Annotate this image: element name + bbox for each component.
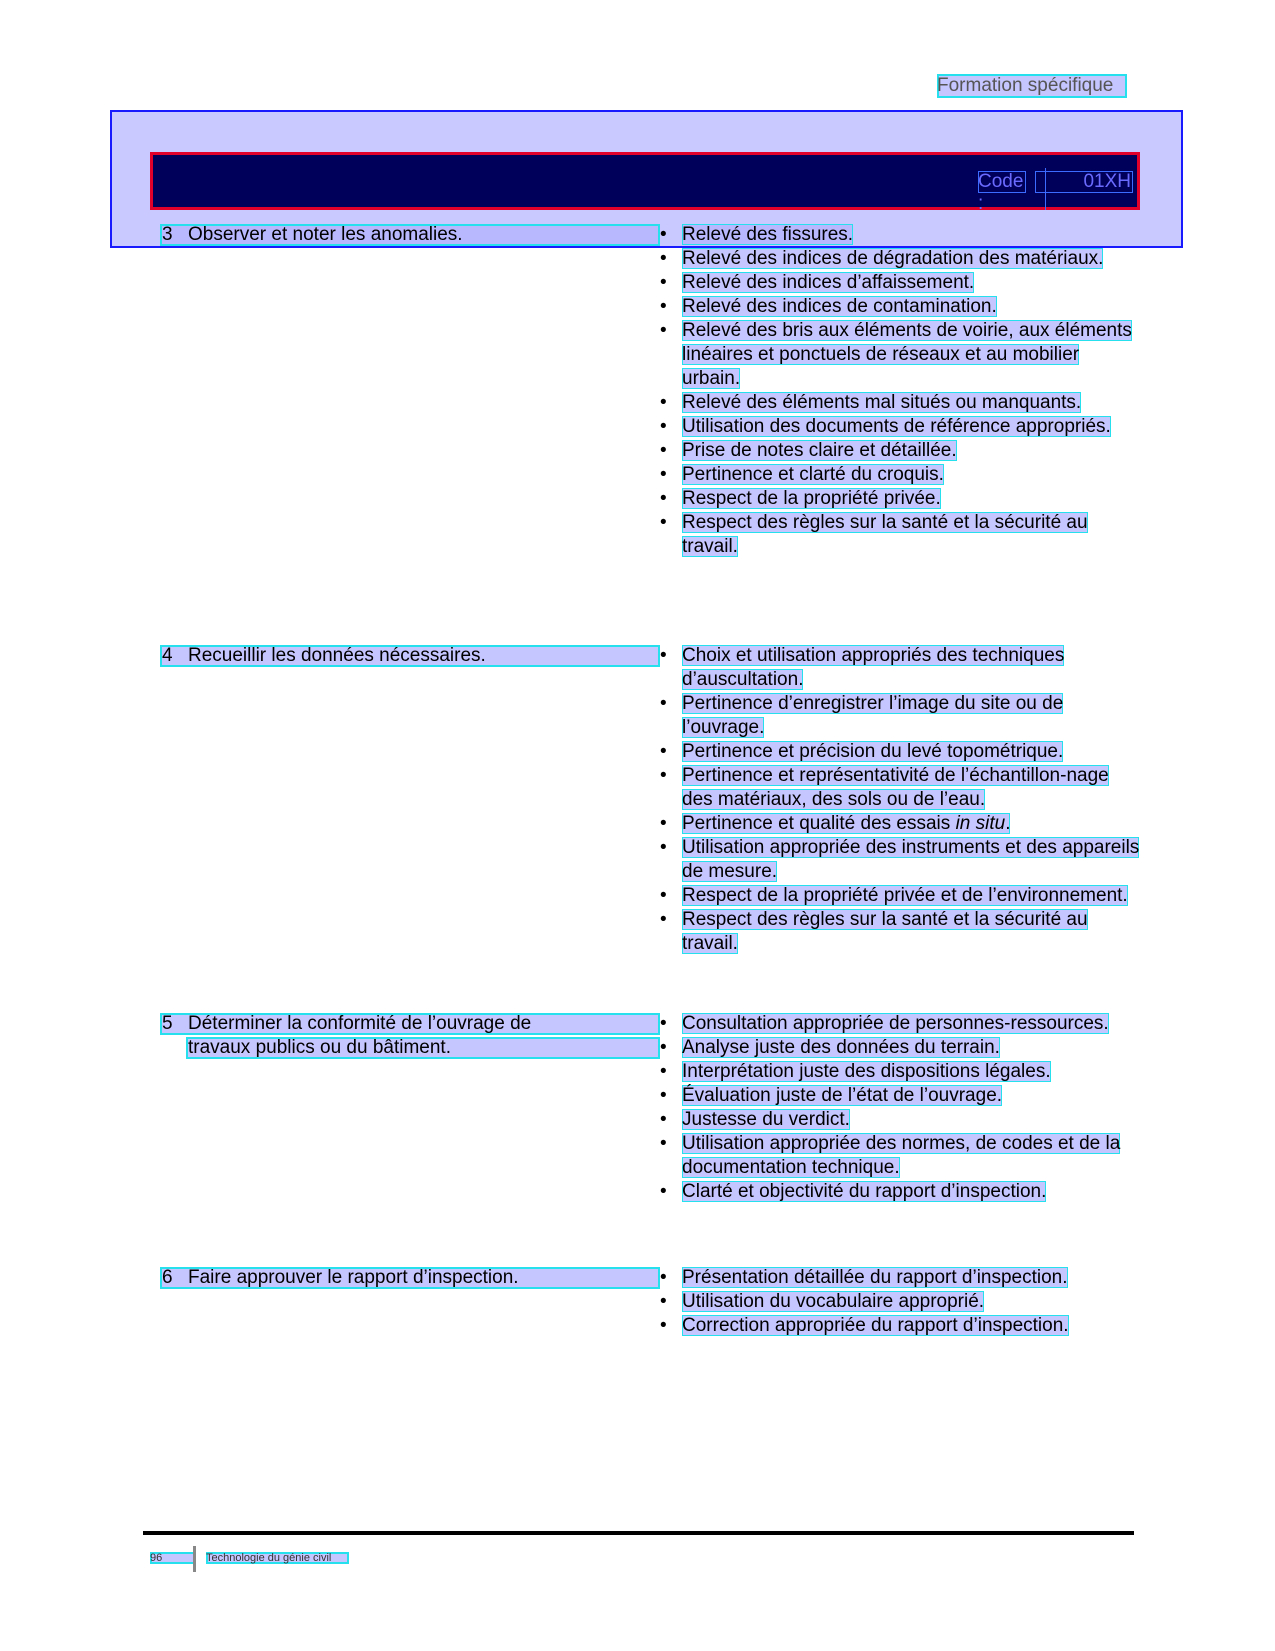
criterion-item: • Présentation détaillée du rapport d’inspection. xyxy=(660,1266,1140,1290)
step-number: 4 xyxy=(162,645,173,666)
criterion-item: • Utilisation appropriée des normes, de codes et de la documentation technique. xyxy=(660,1132,1140,1180)
criterion-item: • Pertinence et clarté du croquis. xyxy=(660,463,1140,487)
criterion-item: • Consultation appropriée de personnes-ressources. xyxy=(660,1012,1140,1036)
section-label: Formation spécifique xyxy=(937,74,1127,98)
criterion-item: • Interprétation juste des dispositions légales. xyxy=(660,1060,1140,1084)
criterion-item: • Respect des règles sur la santé et la sécurité au travail. xyxy=(660,908,1140,956)
footer-rule xyxy=(143,1531,1134,1535)
criteria-list-step-4 xyxy=(660,644,1140,956)
criterion-item: • Évaluation juste de l’état de l’ouvrage. xyxy=(660,1084,1140,1108)
criterion-item: • Relevé des fissures. xyxy=(660,223,1140,247)
criterion-item: • Utilisation appropriée des instruments et des appareils de mesure. xyxy=(660,836,1140,884)
step-label: Faire approuver le rapport d’inspection. xyxy=(188,1267,519,1288)
step-label: Recueillir les données nécessaires. xyxy=(188,645,486,666)
footer-separator xyxy=(193,1546,196,1572)
criterion-item: • Pertinence et représentativité de l’échantillon-nage des matériaux, des sols ou de l’eau. xyxy=(660,764,1140,812)
criterion-item: • Choix et utilisation appropriés des techniques d’auscultation. xyxy=(660,644,1140,692)
criterion-item: • Respect des règles sur la santé et la sécurité au travail. xyxy=(660,511,1140,559)
criterion-item: • Pertinence d’enregistrer l’image du site ou de l’ouvrage. xyxy=(660,692,1140,740)
criterion-item: • Respect de la propriété privée. xyxy=(660,487,1140,511)
italic-term: in situ xyxy=(955,813,1006,834)
page-number: 96 xyxy=(150,1552,195,1564)
criterion-item: • Relevé des bris aux éléments de voirie, aux éléments linéaires et ponctuels de réseaux et au mobilier urbain. xyxy=(660,319,1140,391)
step-number: 3 xyxy=(162,224,173,245)
code-value: 01XH xyxy=(1035,171,1133,193)
criterion-item: • Prise de notes claire et détaillée. xyxy=(660,439,1140,463)
criteria-list-step-3 xyxy=(660,223,1140,559)
criteria-list-step-5 xyxy=(660,1012,1140,1204)
criterion-item: • Clarté et objectivité du rapport d’inspection. xyxy=(660,1180,1140,1204)
criterion-item: • Relevé des indices de contamination. xyxy=(660,295,1140,319)
code-label: Code : xyxy=(978,171,1026,193)
criterion-item: • Pertinence et précision du levé topométrique. xyxy=(660,740,1140,764)
criterion-item: • Utilisation du vocabulaire approprié. xyxy=(660,1290,1140,1314)
step-label: Observer et noter les anomalies. xyxy=(188,224,463,245)
criterion-item: • Utilisation des documents de référence appropriés. xyxy=(660,415,1140,439)
criterion-item: • Analyse juste des données du terrain. xyxy=(660,1036,1140,1060)
step-label-line2: travaux publics ou du bâtiment. xyxy=(188,1037,451,1058)
criterion-item: • Pertinence et qualité des essais in situ. xyxy=(660,812,1140,836)
step-number: 5 xyxy=(162,1013,173,1034)
criterion-item: • Relevé des indices de dégradation des matériaux. xyxy=(660,247,1140,271)
step-label-line1: Déterminer la conformité de l’ouvrage de xyxy=(188,1013,532,1034)
criterion-item: • Justesse du verdict. xyxy=(660,1108,1140,1132)
criterion-item: • Respect de la propriété privée et de l’environnement. xyxy=(660,884,1140,908)
footer-title: Technologie du génie civil xyxy=(206,1552,349,1564)
criteria-list-step-6 xyxy=(660,1266,1140,1338)
criterion-item: • Relevé des éléments mal situés ou manquants. xyxy=(660,391,1140,415)
criterion-item: • Relevé des indices d’affaissement. xyxy=(660,271,1140,295)
step-number: 6 xyxy=(162,1267,173,1288)
criterion-item: • Correction appropriée du rapport d’inspection. xyxy=(660,1314,1140,1338)
